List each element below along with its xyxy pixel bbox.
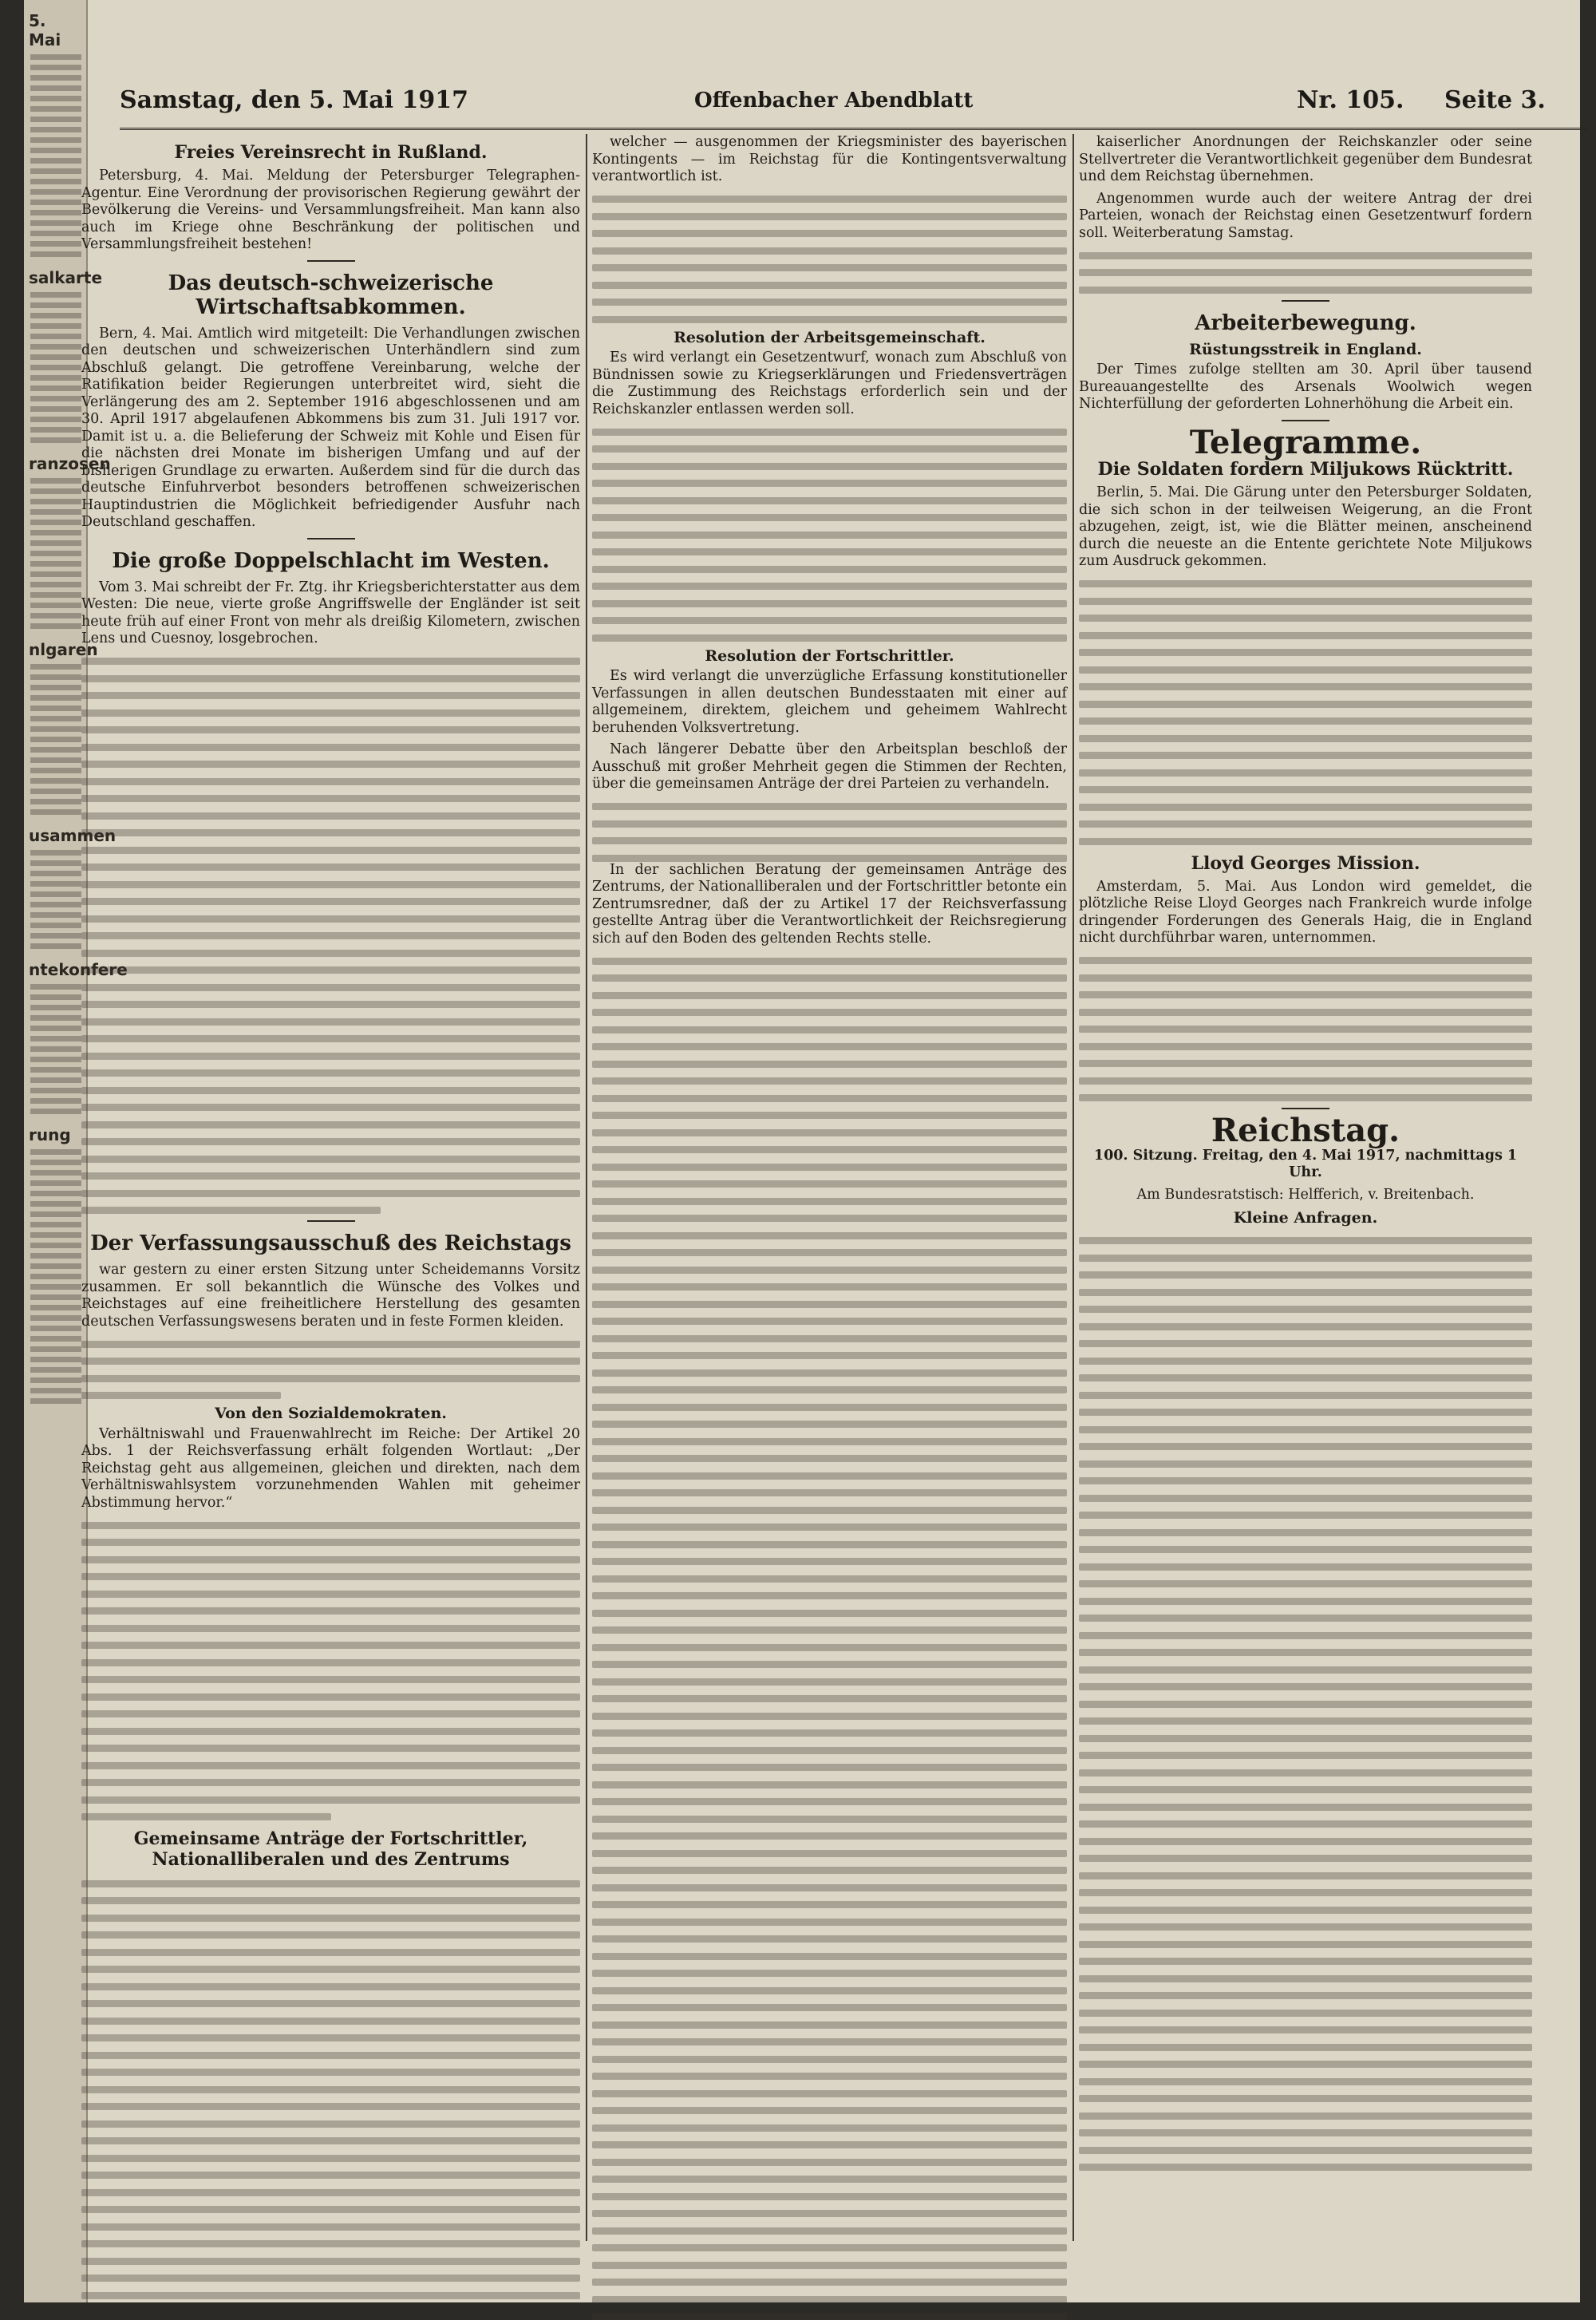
binding-strip [24,0,88,2302]
article-paragraph: In der sachlichen Beratung der gemeinsamen Anträge des Zentrums, der Nationalliberalen und der Fortschrittler betonte ein Zentrumsredner, daß der zu Artikel 17 der Reichsverfassung gestellte Antrag über die Verantwortlichkeit der Reichsregierung sich auf den Boden des geltenden Rechts stelle. [592,862,1067,948]
session-line: 100. Sitzung. Freitag, den 4. Mai 1917, nachmittags 1 Uhr. [1079,1148,1532,1182]
illegible-text [592,958,1067,2320]
section-heading: Rüstungsstreik in England. [1079,342,1532,359]
article-paragraph: Berlin, 5. Mai. Die Gärung unter den Petersburger Soldaten, die sich schon in der teilweisen Weigerung, an die Front abzugehen, zeigt, ist, wie die Blätter meinen, anscheinend durch die neueste an die Entente gerichtete Note Miljukows zum Ausdruck gekommen. [1079,484,1532,571]
article-heading: Der Verfassungsausschuß des Reichstags [81,1231,580,1255]
binding-date: 5. Mai [29,11,83,49]
newspaper-title: Offenbacher Abendblatt [694,89,973,113]
section-title: Telegramme. [1079,434,1532,452]
article-paragraph: kaiserlicher Anordnungen der Reichskanzler oder seine Stellvertreter die Verantwortlichkeit gegenüber dem Bundesrat und dem Reichstag übernehmen. [1079,134,1532,186]
issue-date: Samstag, den 5. Mai 1917 [120,86,468,114]
column-2 [592,134,1067,2249]
binding-heading: ranzosen [29,454,83,473]
illegible-text [1079,1237,1532,2171]
illegible-text [592,803,1067,862]
section-heading: Gemeinsame Anträge der Fortschrittler, Nationalliberalen und des Zentrums [81,1828,580,1870]
article-paragraph: Es wird verlangt die unverzügliche Erfassung konstitutioneller Verfassungen in allen deutschen Bundesstaaten mit einer auf allgemeinem, direktem, gleichem und geheimem Wahlrecht beruhenden Volksvertretung. [592,668,1067,737]
column-1 [81,134,580,2249]
article-paragraph: Verhältniswahl und Frauenwahlrecht im Reiche: Der Artikel 20 Abs. 1 der Reichsverfassung erhält folgenden Wortlaut: „Der Reichstag geht aus allgemeinen, gleichen und direkten, nach dem Verhältniswahlsystem vorzunehmenden Wahlen mit geheimer Abstimmung hervor.“ [81,1426,580,1512]
article-paragraph: Petersburg, 4. Mai. Meldung der Petersburger Telegraphen-Agentur. Eine Verordnung der provisorischen Regierung gewährt der Bevölkerung die Vereins- und Versammlungsfreiheit. Man kann also auch im Kriege ohne Beschränkung der politischen und Versammlungsfreiheit bestehen! [81,168,580,254]
illegible-text [81,658,580,1214]
section-heading: Resolution der Fortschrittler. [592,648,1067,666]
illegible-text [592,429,1067,642]
binding-heading: usammen [29,826,83,845]
illegible-text [81,1522,580,1821]
article-paragraph: welcher — ausgenommen der Kriegsminister des bayerischen Kontingents — im Reichstag für die Kontingentsverwaltung verantwortlich ist. [592,134,1067,186]
section-title: Reichstag. [1079,1122,1532,1140]
article-heading: Lloyd Georges Mission. [1079,853,1532,874]
binding-heading: nlgaren [29,640,83,659]
article-heading: Die Soldaten fordern Miljukows Rücktritt. [1079,459,1532,480]
article-paragraph: Angenommen wurde auch der weitere Antrag der drei Parteien, wonach der Reichstag einen Gesetzentwurf fordern soll. Weiterberatung Samstag. [1079,191,1532,243]
binding-heading: ntekonfere [29,960,83,979]
article-heading: Die große Doppelschlacht im Westen. [81,549,580,573]
illegible-text [81,1880,580,2299]
article-paragraph: Nach längerer Debatte über den Arbeitsplan beschloß der Ausschuß mit großer Mehrheit gegen die Stimmen der Rechten, über die gemeinsamen Anträge der drei Parteien zu verhandeln. [592,741,1067,793]
article-heading: Freies Vereinsrecht in Rußland. [81,142,580,163]
page-number: Seite 3. [1444,86,1546,114]
section-heading: Kleine Anfragen. [1079,1210,1532,1227]
illegible-text [592,196,1067,323]
article-paragraph: war gestern zu einer ersten Sitzung unter Scheidemanns Vorsitz zusammen. Er soll bekanntlich die Wünsche des Volkes und Reichstages auf eine freiheitlichere Herstellung des gesamten deutschen Verfassungswesens beraten und in feste Formen kleiden. [81,1262,580,1330]
page-header [120,86,1588,130]
column-rule [586,134,587,2241]
illegible-text [81,1341,580,1400]
illegible-text [1079,957,1532,1101]
section-heading: Resolution der Arbeitsgemeinschaft. [592,330,1067,347]
section-heading: Von den Sozialdemokraten. [81,1405,580,1423]
article-paragraph: Amsterdam, 5. Mai. Aus London wird gemeldet, die plötzliche Reise Lloyd Georges nach Frankreich wurde infolge dringender Forderungen des Generals Haig, die in England nicht durchführbar waren, unternommen. [1079,879,1532,947]
article-paragraph: Es wird verlangt ein Gesetzentwurf, wonach zum Abschluß von Bündnissen sowie zu Kriegserklärungen und Friedensverträgen die Zustimmung des Reichstags erforderlich sein und der Reichskanzler entlassen werden soll. [592,350,1067,418]
article-paragraph: Der Times zufolge stellten am 30. April über tausend Bureauangestellte des Arsenals Woolwich wegen Nichterfüllung der geforderten Lohnerhöhung die Arbeit ein. [1079,362,1532,413]
article-paragraph: Vom 3. Mai schreibt der Fr. Ztg. ihr Kriegsberichterstatter aus dem Westen: Die neue, vierte große Angriffswelle der Engländer ist seit heute früh auf einer Front von mehr als dreißig Kilometern, zwischen Lens und Cuesnoy, losgebrochen. [81,579,580,648]
session-line: Am Bundesratstisch: Helfferich, v. Breitenbach. [1079,1187,1532,1204]
issue-number: Nr. 105. [1297,86,1404,114]
illegible-text [1079,580,1532,845]
newspaper-page [24,0,1580,2302]
binding-heading: rung [29,1125,83,1144]
article-heading: Arbeiterbewegung. [1079,311,1532,335]
article-heading: Das deutsch-schweizerische Wirtschaftsabkommen. [81,271,580,319]
binding-heading: salkarte [29,268,83,287]
column-rule [1073,134,1074,2241]
column-3 [1079,134,1532,2249]
illegible-text [1079,252,1532,294]
article-paragraph: Bern, 4. Mai. Amtlich wird mitgeteilt: Die Verhandlungen zwischen den deutschen und schweizerischen Unterhändlern sind zum Abschluß gelangt. Die getroffene Vereinbarung, welche der Ratifikation beider Regierungen unterbreitet wird, sieht die Verlängerung des am 2. September 1916 abgeschlossenen und am 30. April 1917 abgelaufenen Abkommens bis zum 31. Juli 1917 vor. Damit ist u. a. die Belieferung der Schweiz mit Kohle und Eisen für die nächsten drei Monate im bisherigen Umfang und auf der bisherigen Grundlage zu erwarten. Außerdem sind für die durch das deutsche Einfuhrverbot besonders betroffenen schweizerischen Hauptindustrien die Möglichkeit befriedigender Ausfuhr nach Deutschland geschaffen. [81,326,580,532]
